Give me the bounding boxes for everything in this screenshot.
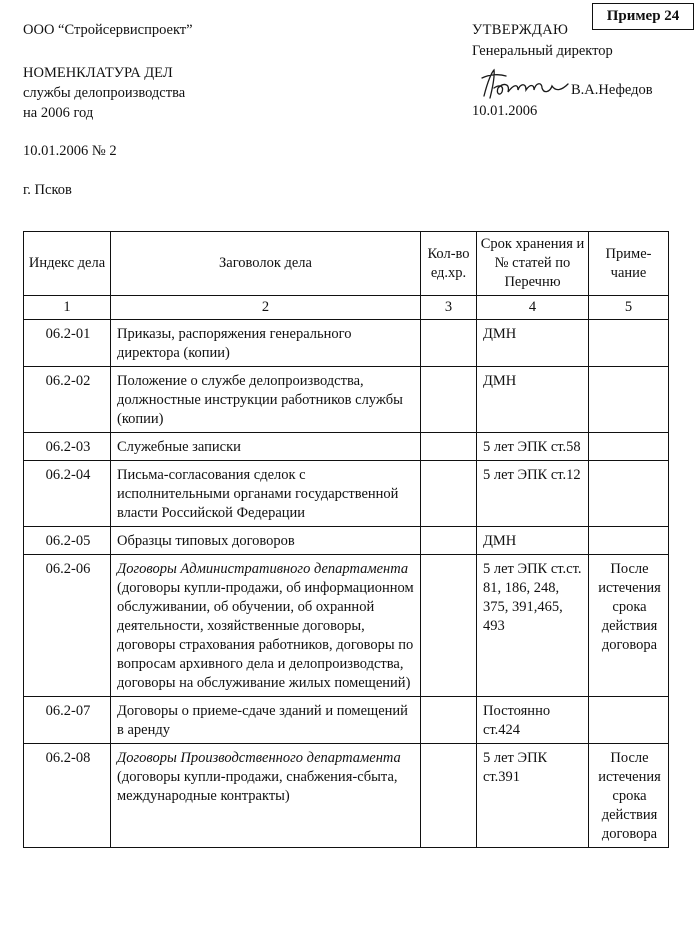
storage-term: ДМН xyxy=(477,320,589,367)
document-subtitle-service: службы делопроизводства xyxy=(23,85,186,101)
case-index: 06.2-01 xyxy=(24,320,111,367)
column-header-title: Заговолок дела xyxy=(111,232,421,296)
column-header-index: Индекс дела xyxy=(24,232,111,296)
case-group-title: Договоры Производственного департамента xyxy=(117,750,401,766)
case-count xyxy=(421,555,477,697)
case-group-title: Договоры Административного департамента xyxy=(117,561,409,577)
case-count xyxy=(421,461,477,527)
storage-term: Постоянно ст.424 xyxy=(477,697,589,744)
approval-stamp: УТВЕРЖДАЮ xyxy=(472,22,569,38)
table-row xyxy=(24,320,669,367)
column-number: 4 xyxy=(477,296,589,320)
case-title-cell xyxy=(111,744,421,848)
table-header-row xyxy=(24,232,669,296)
case-note xyxy=(589,697,669,744)
table-row xyxy=(24,433,669,461)
case-count xyxy=(421,744,477,848)
case-title: Приказы, распоряжения генерального директора (копии) xyxy=(111,320,421,367)
storage-term: 5 лет ЭПК ст.12 xyxy=(477,461,589,527)
document-date-number: 10.01.2006 № 2 xyxy=(23,143,117,159)
case-count xyxy=(421,367,477,433)
column-number: 5 xyxy=(589,296,669,320)
director-signature xyxy=(478,66,573,106)
nomenclature-table xyxy=(23,231,669,848)
organization-name: ООО “Стройсервиспроект” xyxy=(23,22,193,38)
document-title: НОМЕНКЛАТУРА ДЕЛ xyxy=(23,65,173,81)
case-note xyxy=(589,461,669,527)
case-count xyxy=(421,320,477,367)
case-note: После истечения срока действия договора xyxy=(589,555,669,697)
case-count xyxy=(421,697,477,744)
case-note xyxy=(589,367,669,433)
case-count xyxy=(421,527,477,555)
case-index: 06.2-02 xyxy=(24,367,111,433)
case-title: Договоры о приеме-сдаче зданий и помещений в аренду xyxy=(111,697,421,744)
column-header-term: Срок хранения и № статей по Перечню xyxy=(477,232,589,296)
approver-position: Генеральный директор xyxy=(472,43,613,59)
case-index: 06.2-08 xyxy=(24,744,111,848)
case-title: Положение о службе делопроизводства, должностные инструкции работников службы (копии) xyxy=(111,367,421,433)
case-note xyxy=(589,320,669,367)
case-note xyxy=(589,433,669,461)
city: г. Псков xyxy=(23,182,72,198)
table-row xyxy=(24,527,669,555)
column-header-count: Кол-во ед.хр. xyxy=(421,232,477,296)
table-row xyxy=(24,367,669,433)
case-index: 06.2-06 xyxy=(24,555,111,697)
example-badge: Пример 24 xyxy=(592,3,694,30)
table-row xyxy=(24,744,669,848)
case-title: Письма-согласования сделок с исполнительными органами государственной власти Российской Федерации xyxy=(111,461,421,527)
document-subtitle-year: на 2006 год xyxy=(23,105,94,121)
column-number: 2 xyxy=(111,296,421,320)
case-title: (договоры купли-продажи, снабжения-сбыта, международные контракты) xyxy=(117,769,398,804)
column-number-row xyxy=(24,296,669,320)
storage-term: ДМН xyxy=(477,527,589,555)
storage-term: 5 лет ЭПК ст.391 xyxy=(477,744,589,848)
approver-name: В.А.Нефедов xyxy=(571,82,653,98)
column-number: 3 xyxy=(421,296,477,320)
case-index: 06.2-04 xyxy=(24,461,111,527)
table-row xyxy=(24,461,669,527)
case-title-cell xyxy=(111,555,421,697)
case-count xyxy=(421,433,477,461)
column-number: 1 xyxy=(24,296,111,320)
approval-date: 10.01.2006 xyxy=(472,103,538,119)
case-title: Образцы типовых договоров xyxy=(111,527,421,555)
case-note xyxy=(589,527,669,555)
storage-term: ДМН xyxy=(477,367,589,433)
case-index: 06.2-07 xyxy=(24,697,111,744)
case-title: Служебные записки xyxy=(111,433,421,461)
table-row xyxy=(24,697,669,744)
table-row xyxy=(24,555,669,697)
case-index: 06.2-03 xyxy=(24,433,111,461)
case-title: (договоры купли-продажи, об информационном обслуживании, об обучении, об охранной деятельности, хозяйственные договоры, договоры страхования работников, договоры по вопросам архивного дела и делопроизводства, договоры на обслуживание жилых помещений) xyxy=(117,580,414,691)
storage-term: 5 лет ЭПК ст.58 xyxy=(477,433,589,461)
case-note: После истечения срока действия договора xyxy=(589,744,669,848)
storage-term: 5 лет ЭПК ст.ст. 81, 186, 248, 375, 391,465, 493 xyxy=(477,555,589,697)
case-index: 06.2-05 xyxy=(24,527,111,555)
column-header-note: Приме-чание xyxy=(589,232,669,296)
